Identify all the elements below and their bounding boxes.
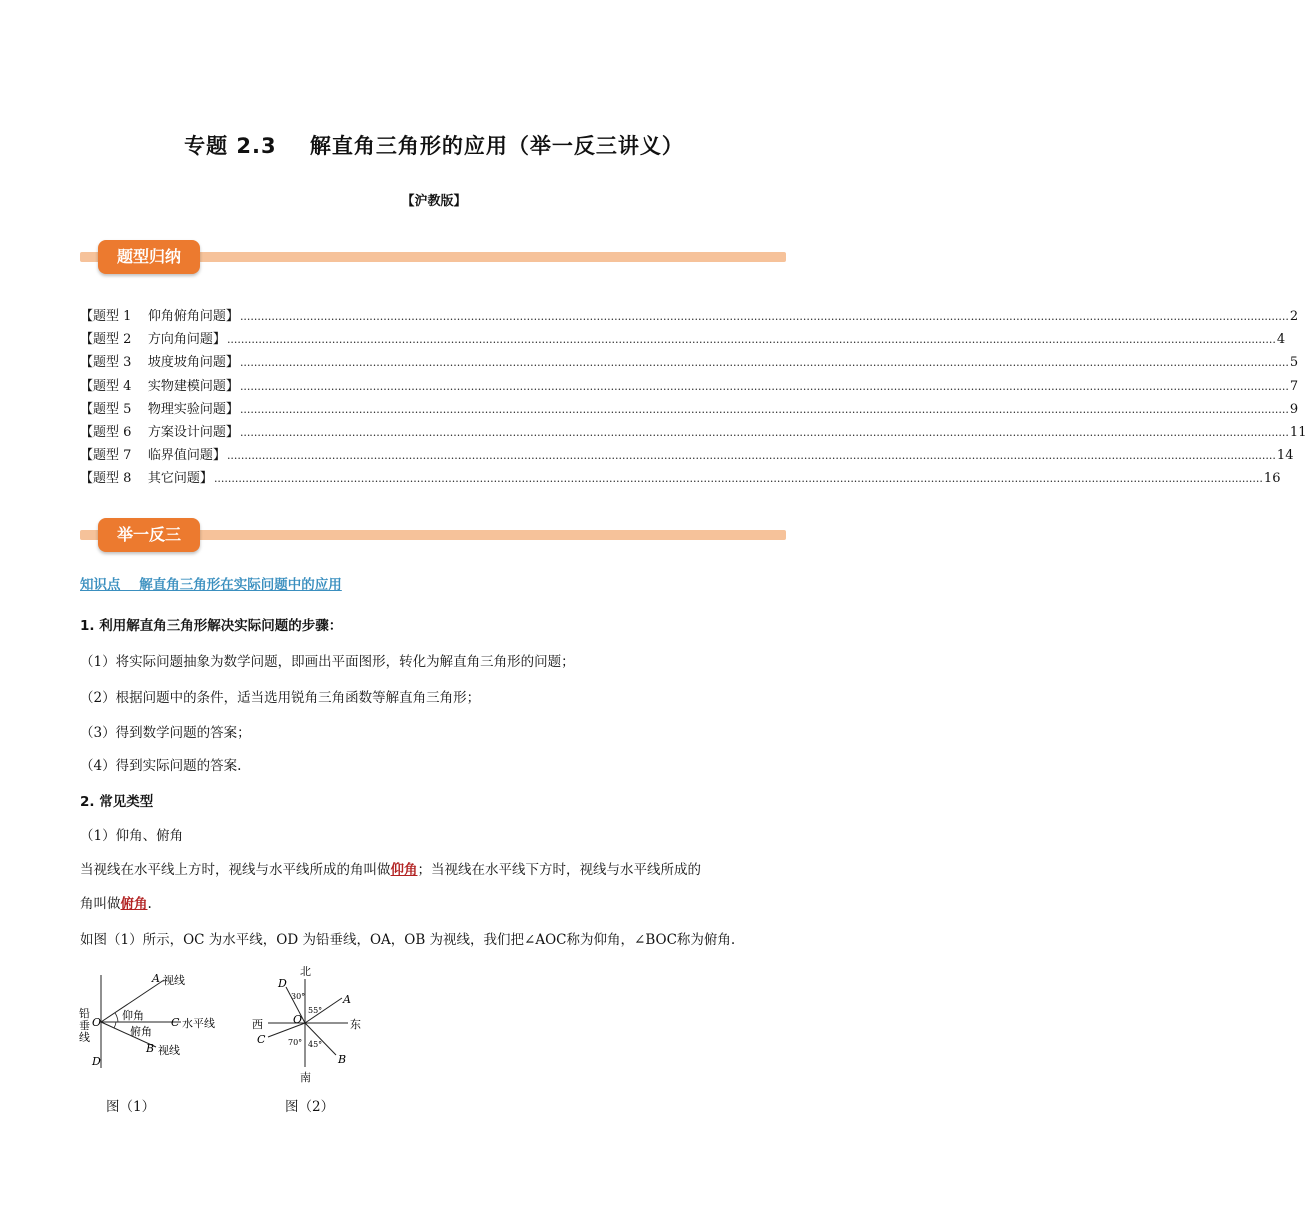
- depression-label: 俯角: [130, 1025, 152, 1038]
- toc-leader-dots: ............................................................................................................................................................................................................................................................................................................: [239, 310, 1289, 323]
- toc-entry[interactable]: [80, 375, 1299, 398]
- figure-2-caption: 图（2）: [285, 1099, 335, 1115]
- toc-entry[interactable]: [80, 467, 1281, 490]
- toc-page-number: 14: [1276, 448, 1294, 464]
- toc-leader-dots: ............................................................................................................................................................................................................................................................................................................: [226, 449, 1276, 463]
- point-b-label: B: [146, 1042, 155, 1055]
- vertical-label: 线: [79, 1031, 90, 1044]
- horizontal-label: 水平线: [182, 1017, 215, 1030]
- definition-text: 角叫做: [80, 896, 121, 912]
- toc-entry-label: 【题型 5 物理实验问题】: [80, 401, 239, 417]
- toc-page-number: 9: [1289, 401, 1299, 417]
- toc-leader-dots: ............................................................................................................................................................................................................................................................................................................: [239, 356, 1289, 370]
- toc-entry-label: 【题型 1 仰角俯角问题】: [80, 309, 239, 324]
- vertical-label: 铅: [79, 1007, 90, 1020]
- point-b-label: B: [338, 1053, 347, 1066]
- toc-page-number: 11: [1289, 424, 1306, 440]
- north-label: 北: [300, 965, 311, 978]
- south-label: 南: [300, 1071, 311, 1084]
- toc-entry-label: 【题型 2 方向角问题】: [80, 332, 226, 348]
- toc-page-number: 5: [1289, 355, 1299, 371]
- point-d-label: D: [92, 1055, 101, 1068]
- toc-entry-label: 【题型 3 坡度坡角问题】: [80, 355, 239, 371]
- definition-paragraph-line2: [80, 892, 792, 912]
- elevation-label: 仰角: [122, 1009, 144, 1022]
- toc-entry[interactable]: [80, 328, 1286, 351]
- depression-arc: [114, 1022, 116, 1028]
- step-2: （2）根据问题中的条件，适当选用锐角三角函数等解直角三角形；: [80, 690, 481, 706]
- knowledge-point-title: 知识点 解直角三角形在实际问题中的应用: [80, 577, 342, 593]
- toc-leader-dots: ............................................................................................................................................................................................................................................................................................................: [213, 472, 1263, 486]
- toc-entry[interactable]: [80, 444, 1294, 467]
- toc-entry-label: 【题型 4 实物建模问题】: [80, 378, 239, 394]
- point-a-label: A: [343, 993, 351, 1006]
- figure-elevation-depression-diagram: [76, 965, 236, 1070]
- east-label: 东: [350, 1018, 361, 1031]
- point-a-label: A: [152, 972, 160, 985]
- angle-label-70: 70°: [288, 1038, 303, 1047]
- figure-1-caption: 图（1）: [106, 1099, 156, 1115]
- toc-leader-dots: ............................................................................................................................................................................................................................................................................................................: [239, 379, 1289, 393]
- west-label: 西: [252, 1018, 263, 1031]
- toc-entry-label: 【题型 7 临界值问题】: [80, 448, 226, 464]
- point-o-label: O: [293, 1013, 303, 1026]
- toc-leader-dots: ............................................................................................................................................................................................................................................................................................................: [239, 425, 1289, 439]
- toc-entry[interactable]: [80, 351, 1299, 374]
- ray-ob: [305, 1023, 336, 1055]
- toc-leader-dots: ............................................................................................................................................................................................................................................................................................................: [226, 333, 1276, 347]
- term-depression: 俯角: [120, 896, 148, 912]
- angle-label-55: 55°: [308, 1006, 323, 1015]
- vertical-label: 垂: [79, 1019, 90, 1032]
- section-tab-label: 举一反三: [98, 518, 200, 552]
- definition-paragraph-line1: [80, 858, 792, 878]
- edition-label: 【沪教版】: [401, 194, 467, 209]
- toc-entry[interactable]: [80, 398, 1299, 421]
- toc-page-number: 4: [1276, 332, 1286, 348]
- section-header-question-types: [80, 240, 786, 274]
- point-d-label: D: [278, 977, 287, 990]
- figure-explanation: 如图（1）所示，OC 为水平线，OD 为铅垂线，OA，OB 为视线，我们把∠AOC称为仰角，∠BOC称为俯角.: [80, 932, 736, 948]
- step-3: （3）得到数学问题的答案；: [80, 725, 251, 741]
- point-o-label: O: [92, 1016, 102, 1029]
- elevation-arc: [115, 1013, 118, 1022]
- toc-page-number: 2: [1289, 309, 1299, 324]
- definition-text: 当视线在水平线上方时，视线与水平线所成的角叫做: [80, 862, 391, 878]
- toc-leader-dots: ............................................................................................................................................................................................................................................................................................................: [239, 402, 1289, 416]
- types-heading: 2. 常见类型: [80, 794, 154, 810]
- type-1-heading: （1）仰角、俯角: [80, 828, 184, 844]
- term-elevation: 仰角: [390, 862, 418, 878]
- definition-text: ；当视线在水平线下方时，视线与水平线所成的: [417, 862, 701, 878]
- steps-heading: 1. 利用解直角三角形解决实际问题的步骤：: [80, 618, 343, 634]
- sight-down-label: 视线: [158, 1044, 180, 1057]
- toc-page-number: 16: [1263, 471, 1281, 487]
- figure-direction-angle-diagram: [248, 965, 373, 1085]
- document-title: 专题 2.3 解直角三角形的应用（举一反三讲义）: [184, 134, 684, 158]
- step-1: （1）将实际问题抽象为数学问题，即画出平面图形，转化为解直角三角形的问题；: [80, 654, 575, 670]
- angle-label-30: 30°: [291, 992, 306, 1001]
- angle-label-45: 45°: [308, 1040, 323, 1049]
- section-header-practice: [80, 518, 786, 552]
- sight-up-label: 视线: [163, 974, 185, 987]
- toc-page-number: 7: [1289, 378, 1299, 394]
- step-4: （4）得到实际问题的答案.: [80, 758, 242, 774]
- section-tab-label: 题型归纳: [98, 240, 200, 274]
- toc-entry[interactable]: [80, 305, 1299, 328]
- point-c-label: C: [171, 1016, 180, 1029]
- table-of-contents: [80, 305, 1306, 491]
- point-c-label: C: [257, 1033, 266, 1046]
- definition-text: .: [147, 896, 152, 912]
- toc-entry[interactable]: [80, 421, 1306, 444]
- toc-entry-label: 【题型 8 其它问题】: [80, 471, 213, 487]
- toc-entry-label: 【题型 6 方案设计问题】: [80, 424, 239, 440]
